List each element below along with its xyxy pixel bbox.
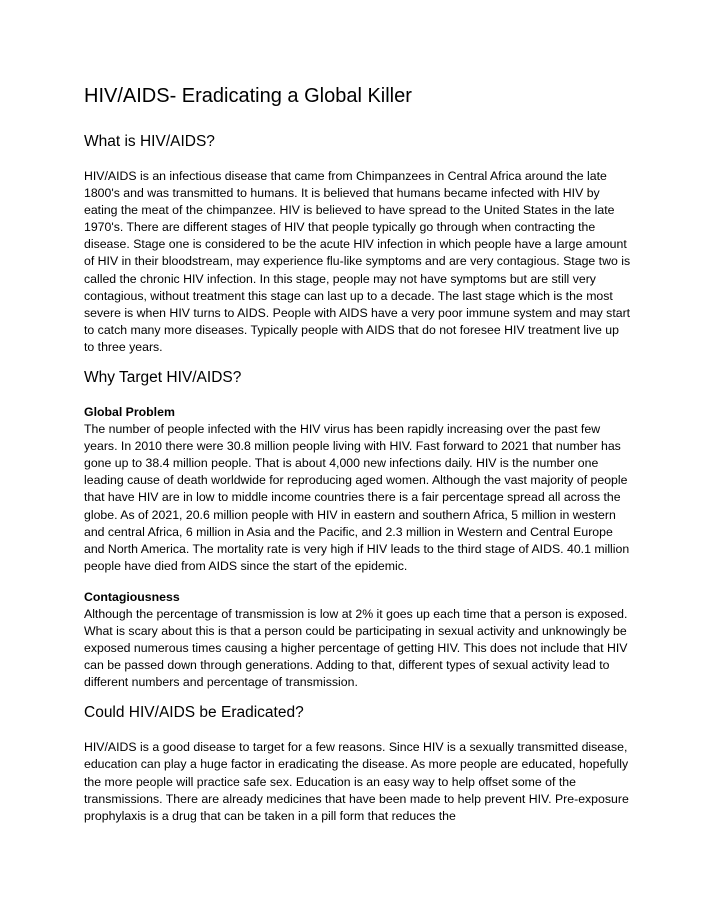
section-heading-eradicated: Could HIV/AIDS be Eradicated? — [84, 704, 304, 722]
section-paragraph-eradicated: HIV/AIDS is a good disease to target for a few reasons. Since HIV is a sexually transmitted disease, education can play a huge factor in eradicating the disease. As more people are educated, hopefully the more people will practice safe sex. Education is an easy way to help offset some of the transmissions. There are already medicines that have been made to help prevent HIV. Pre-exposure prophylaxis is a drug that can be taken in a pill form that reduces the — [84, 740, 629, 823]
document-body — [84, 84, 632, 825]
document-title: HIV/AIDS- Eradicating a Global Killer — [84, 85, 412, 107]
paragraph-contagiousness: Although the percentage of transmission is low at 2% it goes up each time that a person is exposed. What is scary about this is that a person could be participating in sexual activity and unknowingly be exposed numerous times causing a higher percentage of getting HIV. This does not include that HIV can be passed down through generations. Adding to that, different types of sexual activity lead to different numbers and percentage of transmission. — [84, 606, 628, 690]
paragraph-global-problem: The number of people infected with the HIV virus has been rapidly increasing over the past few years. In 2010 there were 30.8 million people living with HIV. Fast forward to 2021 that number has gone up to 38.4 million people. That is about 4,000 new infections daily. HIV is the number one leading cause of death worldwide for reproducing aged women. Although the vast majority of people that have HIV are in low to middle income countries there is a fair percentage spread all across the globe. As of 2021, 20.6 million people with HIV in eastern and southern Africa, 5 million in western and central Africa, 6 million in Asia and the Pacific, and 2.3 million in Western and Central Europe and North America. The mortality rate is very high if HIV leads to the third stage of AIDS. 40.1 million people have died from AIDS since the start of the epidemic. — [84, 422, 630, 573]
subheading-global-problem: Global Problem — [84, 405, 175, 420]
section-paragraph-what-is: HIV/AIDS is an infectious disease that came from Chimpanzees in Central Africa around the late 1800's and was transmitted to humans. It is believed that humans became infected with HIV by eating the meat of the chimpanzee. HIV is believed to have spread to the United States in the late 1970's. There are different stages of HIV that people typically go through when contracting the disease. Stage one is considered to be the acute HIV infection in which people have a large amount of HIV in their bloodstream, may experience flu-like symptoms and are very contagious. Stage two is called the chronic HIV infection. In this stage, people may not have symptoms but are still very contagious, without treatment this stage can last up to a decade. The last stage which is the most severe is when HIV turns to AIDS. People with AIDS have a very poor immune system and may start to catch many more diseases. Typically people with AIDS that do not foresee HIV treatment live up to three years. — [84, 169, 631, 354]
subheading-contagiousness: Contagiousness — [84, 589, 180, 604]
section-heading-why-target: Why Target HIV/AIDS? — [84, 369, 242, 387]
section-heading-what-is: What is HIV/AIDS? — [84, 133, 215, 150]
